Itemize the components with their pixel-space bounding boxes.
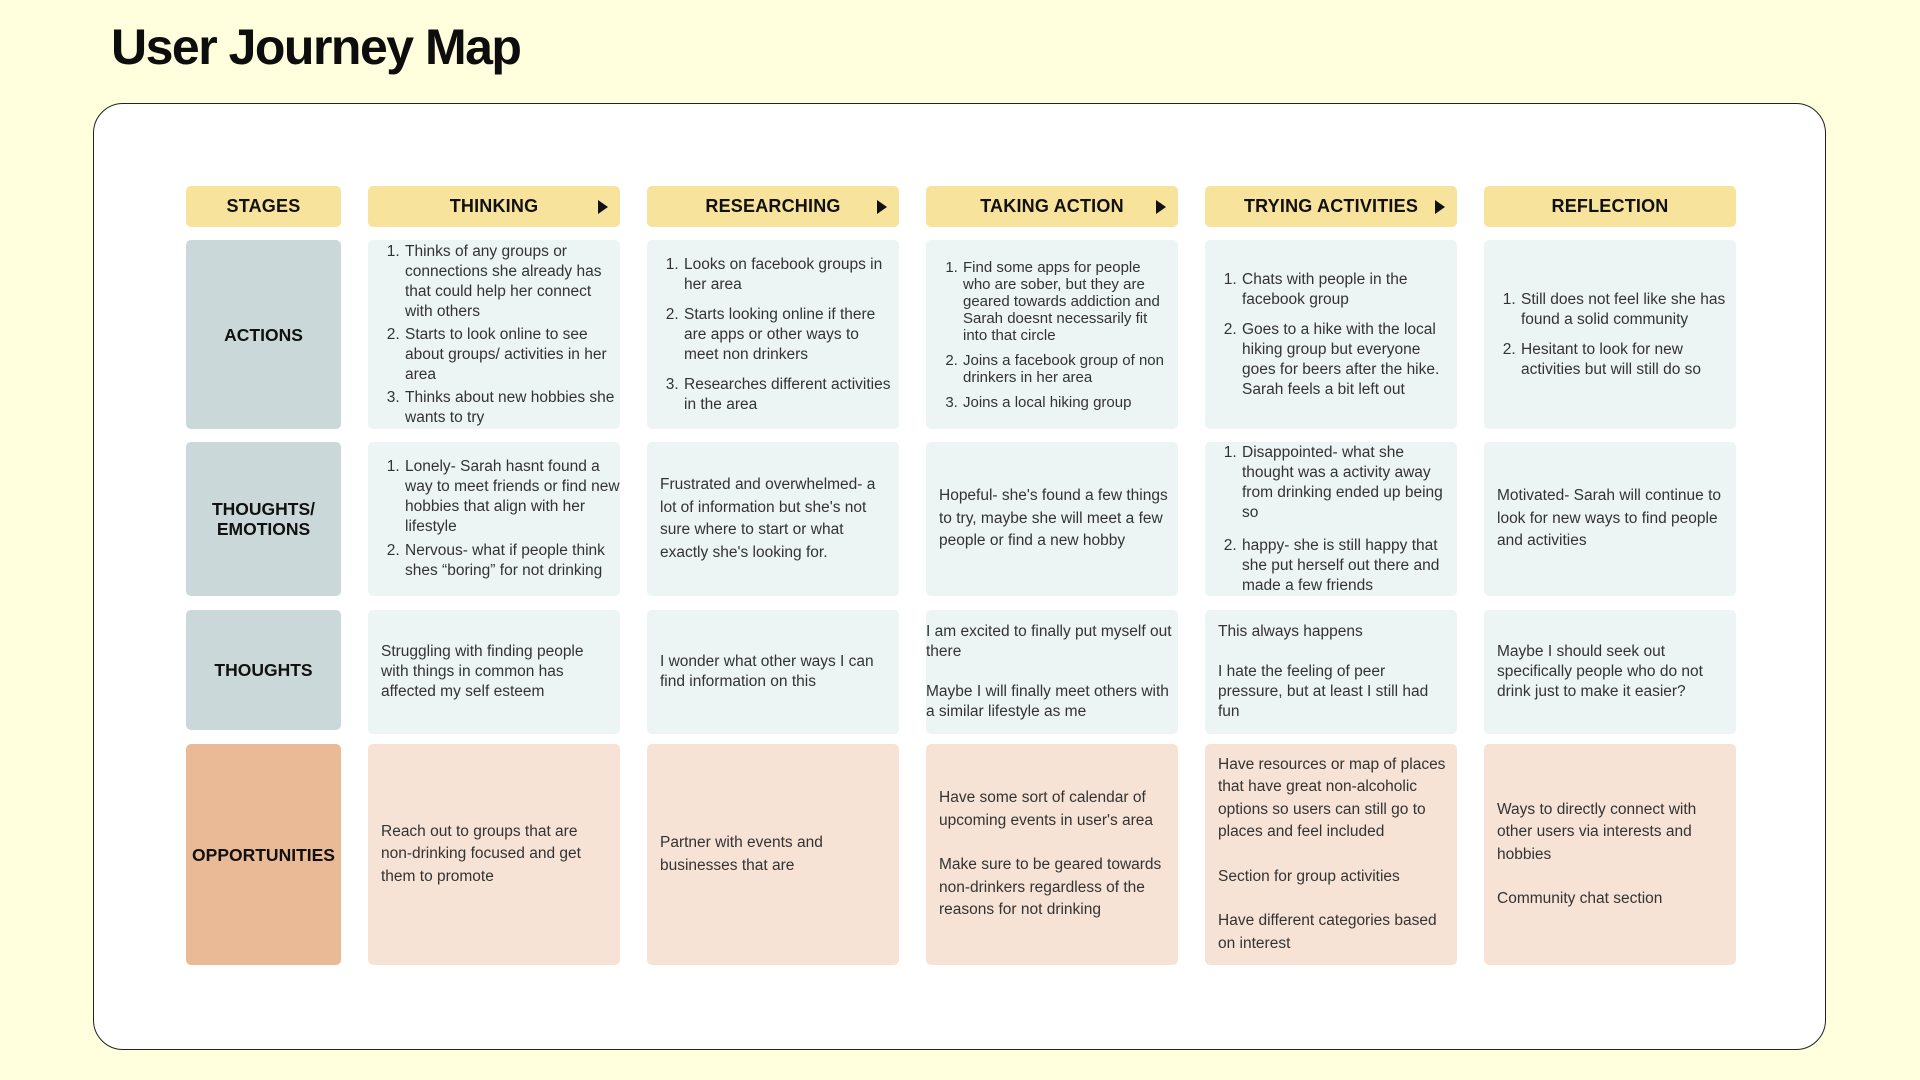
list-item: 1. Find some apps for people who are sober, but they are geared towards addiction and Sarah doesnt necessarily fit into that circle [962, 259, 1170, 344]
list-item: 1. Chats with people in the facebook group [1241, 270, 1449, 310]
list-item: 3. Thinks about new hobbies she wants to try [404, 388, 620, 428]
page-title: User Journey Map [111, 19, 521, 75]
list-item: 1. Disappointed- what she thought was a activity away from drinking ended up being so [1241, 443, 1457, 523]
list-item: 1. Still does not feel like she has found a solid community [1520, 290, 1728, 330]
header-stages: STAGES [186, 186, 341, 227]
list-item: 2. Goes to a hike with the local hiking group but everyone goes for beers after the hike. Sarah feels a bit left out [1241, 320, 1449, 400]
arrow-right-icon [1435, 200, 1445, 214]
opportunities-trying-activities: Have resources or map of places that have great non-alcoholic options so users can still go to places and feel included Section for group activities Have different categories based on interest [1205, 744, 1457, 965]
list-item: 2. Starts looking online if there are apps or other ways to meet non drinkers [683, 305, 891, 365]
actions-researching [647, 240, 899, 429]
opportunities-reflection: Ways to directly connect with other users via interests and hobbies Community chat section [1484, 744, 1736, 965]
header-researching: RESEARCHING [647, 186, 899, 227]
header-taking-action: TAKING ACTION [926, 186, 1178, 227]
arrow-right-icon [877, 200, 887, 214]
thoughts-reflection: Maybe I should seek out specifically people who do not drink just to make it easier? [1484, 610, 1736, 734]
list-item: 2. Joins a facebook group of non drinkers in her area [962, 352, 1170, 386]
list-item: 3. Joins a local hiking group [962, 394, 1170, 411]
list-item: 1. Thinks of any groups or connections she already has that could help her connect with others [404, 242, 620, 322]
actions-researching-list [647, 255, 891, 415]
journey-map-board [93, 103, 1826, 1050]
emotions-trying-activities-list [1205, 443, 1457, 596]
list-item: 2. Starts to look online to see about groups/ activities in her area [404, 325, 620, 385]
list-item: 1. Looks on facebook groups in her area [683, 255, 891, 295]
thoughts-researching: I wonder what other ways I can find information on this [647, 610, 899, 734]
emotions-reflection: Motivated- Sarah will continue to look for new ways to find people and activities [1484, 442, 1736, 596]
emotions-thinking-list [368, 457, 620, 581]
list-item: 2. happy- she is still happy that she put herself out there and made a few friends [1241, 536, 1457, 596]
opportunities-taking-action: Have some sort of calendar of upcoming events in user's area Make sure to be geared towards non-drinkers regardless of the reasons for not drinking [926, 744, 1178, 965]
thoughts-thinking: Struggling with finding people with things in common has affected my self esteem [368, 610, 620, 734]
list-item: 2. Nervous- what if people think shes “boring” for not drinking [404, 541, 620, 581]
actions-taking-action-list [926, 259, 1170, 411]
header-thinking: THINKING [368, 186, 620, 227]
thoughts-taking-action: I am excited to finally put myself out there Maybe I will finally meet others with a similar lifestyle as me [926, 610, 1178, 734]
actions-thinking [368, 240, 620, 429]
arrow-right-icon [1156, 200, 1166, 214]
actions-reflection [1484, 240, 1736, 429]
list-item: 2. Hesitant to look for new activities but will still do so [1520, 340, 1728, 380]
emotions-taking-action: Hopeful- she's found a few things to try, maybe she will meet a few people or find a new hobby [926, 442, 1178, 596]
actions-thinking-list [368, 242, 620, 428]
emotions-thinking [368, 442, 620, 596]
emotions-researching: Frustrated and overwhelmed- a lot of information but she's not sure where to start or what exactly she's looking for. [647, 442, 899, 596]
thoughts-trying-activities: This always happens I hate the feeling of peer pressure, but at least I still had fun [1205, 610, 1457, 734]
actions-taking-action [926, 240, 1178, 429]
actions-trying-activities [1205, 240, 1457, 429]
arrow-right-icon [598, 200, 608, 214]
list-item: 3. Researches different activities in the area [683, 375, 891, 415]
row-label-thoughts: THOUGHTS [186, 610, 341, 730]
row-label-emotions: THOUGHTS/ EMOTIONS [186, 442, 341, 596]
row-label-actions: ACTIONS [186, 240, 341, 429]
opportunities-thinking: Reach out to groups that are non-drinking focused and get them to promote [368, 744, 620, 965]
row-label-opportunities: OPPORTUNITIES [186, 744, 341, 965]
header-reflection: REFLECTION [1484, 186, 1736, 227]
emotions-trying-activities [1205, 442, 1457, 596]
header-trying-activities: TRYING ACTIVITIES [1205, 186, 1457, 227]
list-item: 1. Lonely- Sarah hasnt found a way to meet friends or find new hobbies that align with her lifestyle [404, 457, 620, 537]
actions-reflection-list [1484, 290, 1728, 380]
actions-trying-activities-list [1205, 270, 1449, 400]
opportunities-researching: Partner with events and businesses that are [647, 744, 899, 965]
